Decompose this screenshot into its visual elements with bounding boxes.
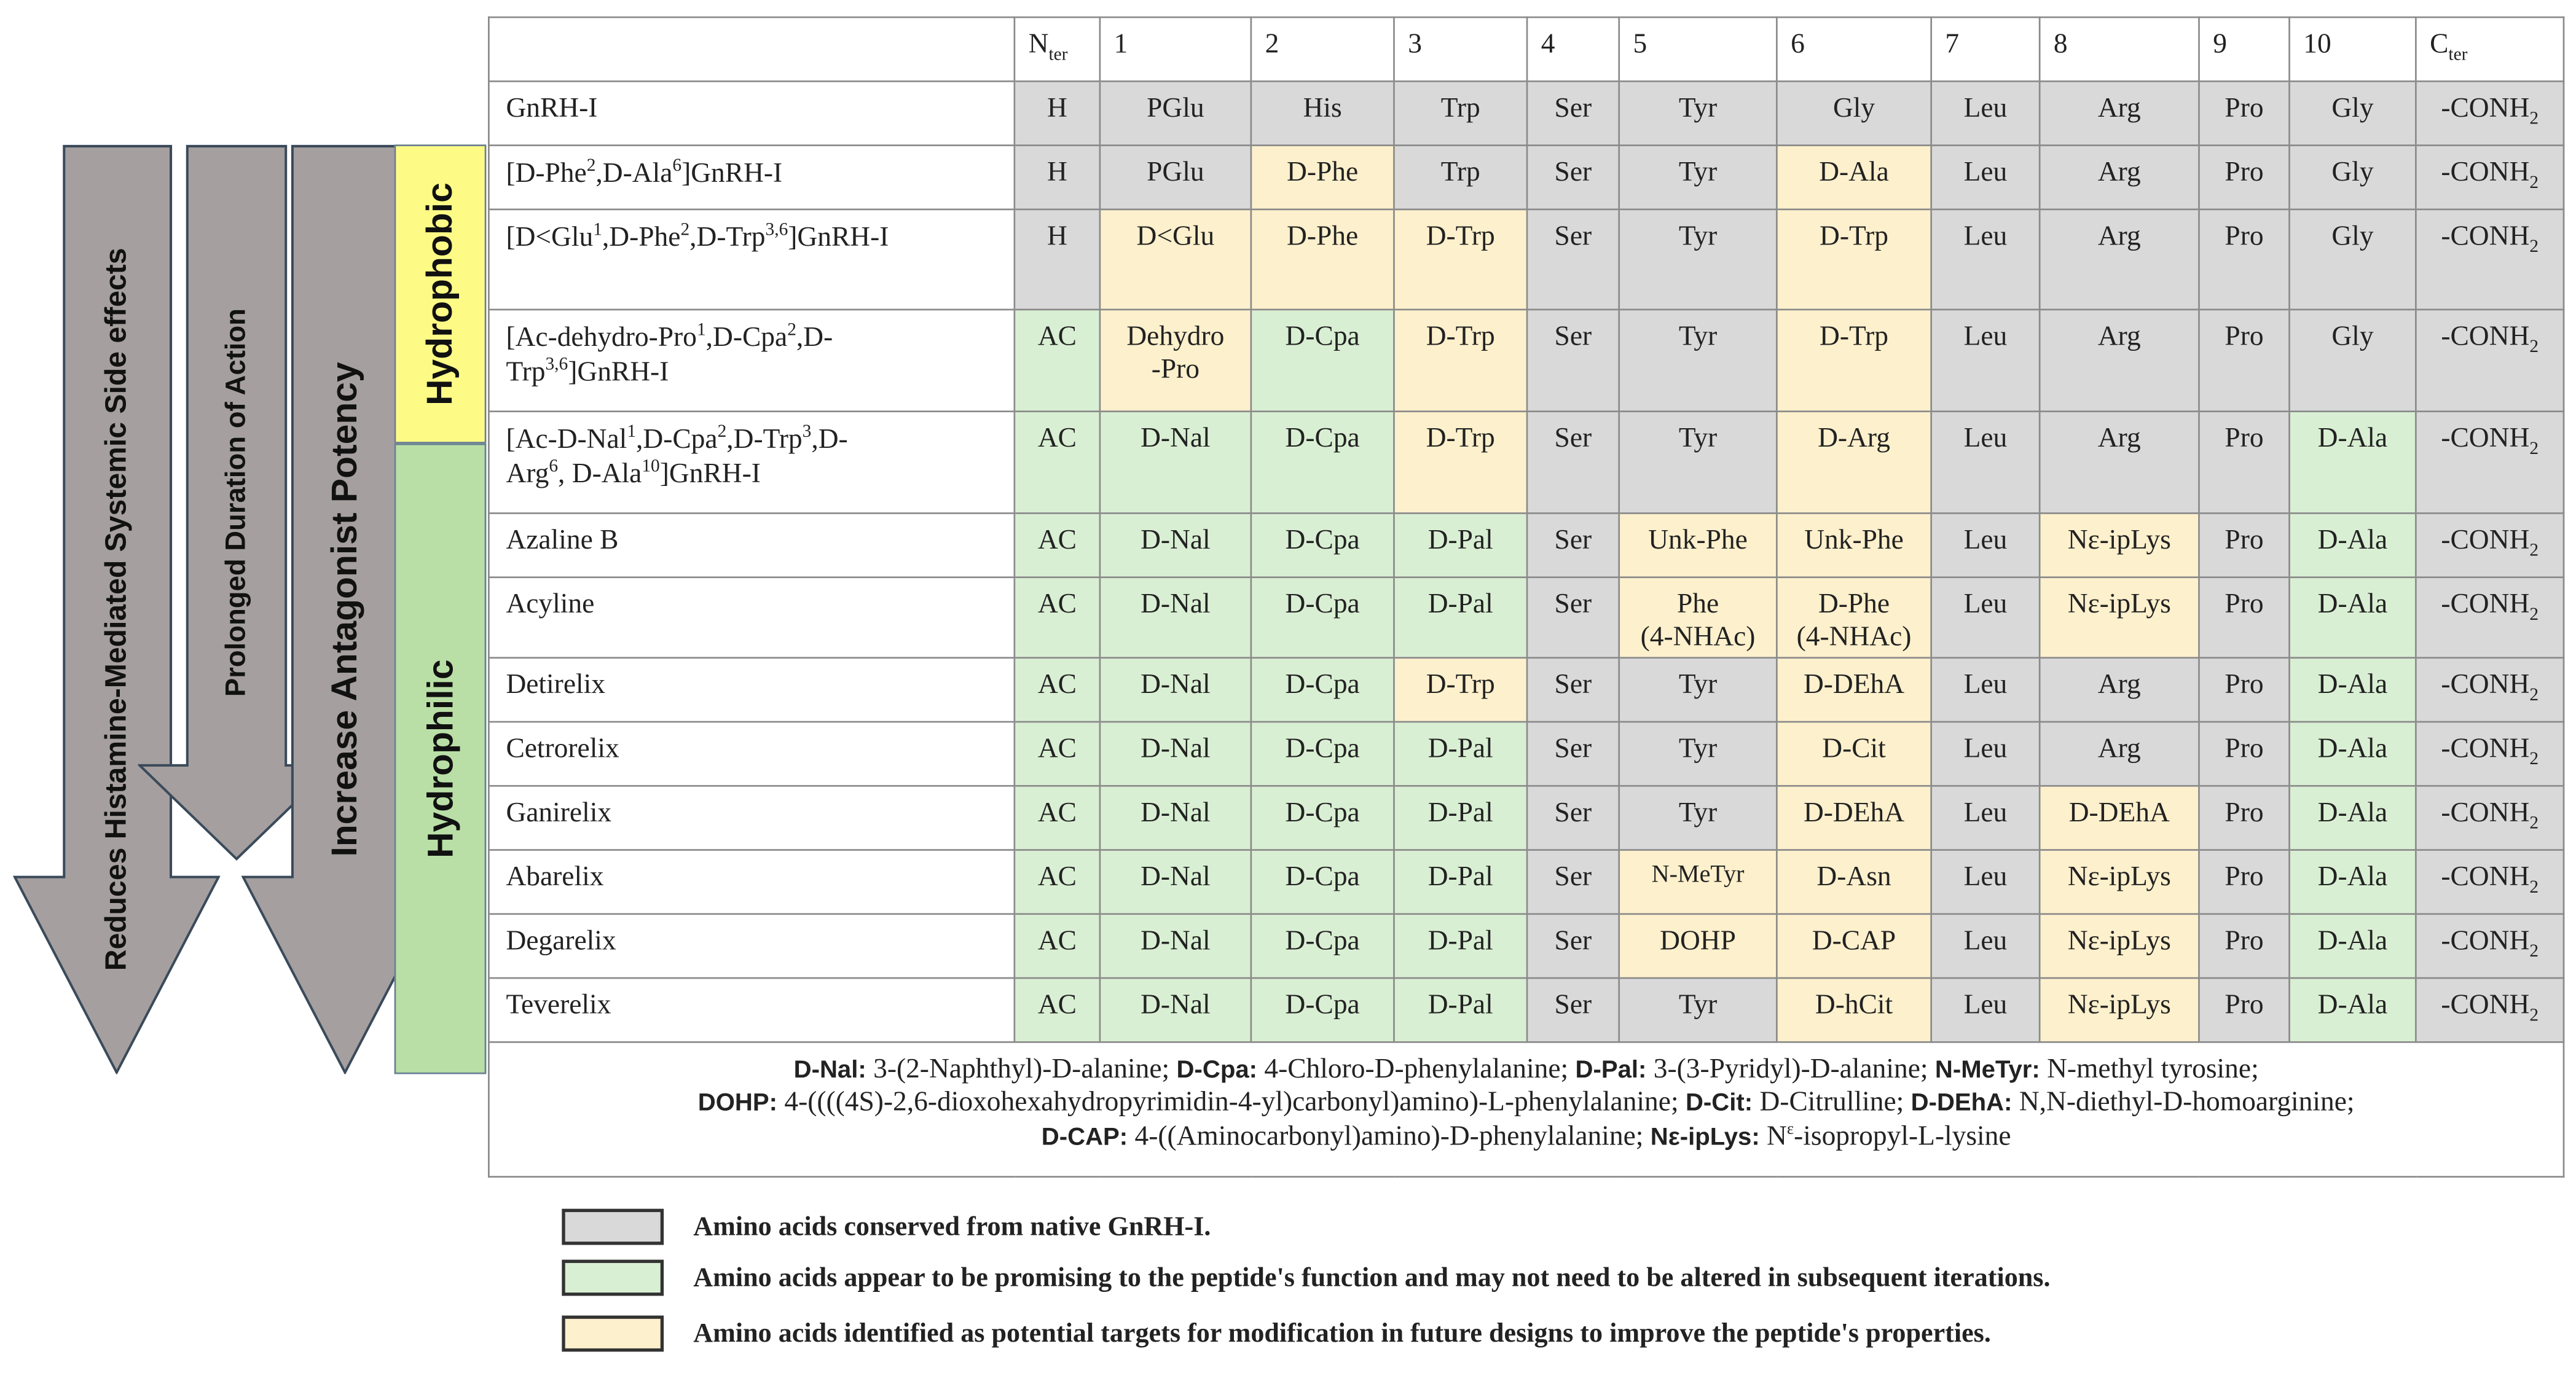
cell-8: Nε-ipLys — [2040, 914, 2199, 978]
legend-swatch — [562, 1315, 664, 1351]
cell-6: D-Arg — [1777, 412, 1931, 514]
cell-3: D-Pal — [1394, 577, 1527, 658]
cell-8: Arg — [2040, 722, 2199, 786]
cell-cter: $-CONH_2$ — [2416, 81, 2564, 145]
cell-9: Pro — [2199, 513, 2289, 577]
cell-cter: $-CONH_2$ — [2416, 722, 2564, 786]
cell-7: Leu — [1931, 786, 2040, 850]
header-pos-1: 1 — [1100, 17, 1251, 81]
table-row — [489, 412, 2564, 514]
cell-nter: H — [1015, 209, 1100, 310]
header-pos-4: 4 — [1527, 17, 1619, 81]
table-row — [489, 146, 2564, 209]
cell-cter: $-CONH_2$ — [2416, 209, 2564, 310]
cell-9: Pro — [2199, 81, 2289, 145]
header-blank — [489, 17, 1015, 81]
cell-8: Arg — [2040, 209, 2199, 310]
header-pos-2: 2 — [1251, 17, 1394, 81]
cell-10: D-Ala — [2290, 914, 2416, 978]
cell-cter: $-CONH_2$ — [2416, 658, 2564, 722]
cell-1: D-Nal — [1100, 786, 1251, 850]
cell-cter: $-CONH_2$ — [2416, 146, 2564, 209]
cell-9: Pro — [2199, 658, 2289, 722]
cell-9: Pro — [2199, 914, 2289, 978]
cell-8: D-DEhA — [2040, 786, 2199, 850]
cell-10: D-Ala — [2290, 513, 2416, 577]
cell-5: Tyr — [1619, 978, 1777, 1042]
cell-5: Tyr — [1619, 209, 1777, 310]
cell-3: D-Trp — [1394, 658, 1527, 722]
peptide-name: Degarelix — [489, 914, 1015, 978]
cell-9: Pro — [2199, 850, 2289, 914]
cell-nter: AC — [1015, 978, 1100, 1042]
cell-4: Ser — [1527, 146, 1619, 209]
hydrophobic-block — [395, 144, 487, 444]
peptide-table — [488, 17, 2564, 1178]
cell-2: D-Cpa — [1251, 513, 1394, 577]
cell-3: D-Pal — [1394, 722, 1527, 786]
cell-6: Gly — [1777, 81, 1931, 145]
cell-nter: AC — [1015, 722, 1100, 786]
cell-5: Tyr — [1619, 412, 1777, 514]
arrow-label: Reduces Histamine-Mediated Systemic Side effects — [99, 248, 133, 971]
cell-5: DOHP — [1619, 914, 1777, 978]
cell-nter: AC — [1015, 786, 1100, 850]
cell-2: D-Cpa — [1251, 310, 1394, 412]
cell-6: D-Ala — [1777, 146, 1931, 209]
cell-5: Tyr — [1619, 81, 1777, 145]
cell-10: Gly — [2290, 310, 2416, 412]
cell-1: PGlu — [1100, 146, 1251, 209]
abbreviation-definitions: D-Nal: 3-(2-Naphthyl)-D-alanine; D-Cpa: 4-Chloro-D-phenylalanine; D-Pal: 3-(3-Pyridyl)-D-alanine; N-MeTyr: N-methyl tyrosine; DOHP: 4-((((4S)-2,6-dioxohexahydropyrimidin-4-yl)carbonyl)amino)-L-phenylalanine; D-Cit: D-Citrulline; D-DEhA: N,N-diethyl-D-homoarginine; D-CAP: 4-((Aminocarbonyl)amino)-D-phenylalanine; Nε-ipLys: $N^\varepsilon-isopropyl-L$-lysine — [489, 1042, 2564, 1176]
cell-4: Ser — [1527, 786, 1619, 850]
cell-cter: $-CONH_2$ — [2416, 850, 2564, 914]
cell-3: D-Pal — [1394, 978, 1527, 1042]
cell-4: Ser — [1527, 722, 1619, 786]
cell-10: D-Ala — [2290, 786, 2416, 850]
cell-8: Nε-ipLys — [2040, 577, 2199, 658]
table-row — [489, 786, 2564, 850]
cell-2: D-Phe — [1251, 146, 1394, 209]
header-pos-3: 3 — [1394, 17, 1527, 81]
cell-nter: AC — [1015, 310, 1100, 412]
header-pos-8: 8 — [2040, 17, 2199, 81]
cell-2: D-Cpa — [1251, 850, 1394, 914]
cell-7: Leu — [1931, 978, 2040, 1042]
cell-6: D-Asn — [1777, 850, 1931, 914]
peptide-name: Ganirelix — [489, 786, 1015, 850]
cell-8: Arg — [2040, 310, 2199, 412]
cell-4: Ser — [1527, 914, 1619, 978]
cell-6: D-DEhA — [1777, 658, 1931, 722]
cell-1: D-Nal — [1100, 513, 1251, 577]
legend-swatch — [562, 1260, 664, 1296]
cell-10: D-Ala — [2290, 658, 2416, 722]
table-row — [489, 81, 2564, 145]
cell-2: D-Phe — [1251, 209, 1394, 310]
cell-3: D-Trp — [1394, 310, 1527, 412]
cell-8: Arg — [2040, 658, 2199, 722]
cell-2: D-Cpa — [1251, 914, 1394, 978]
definitions-row — [489, 1042, 2564, 1176]
cell-8: Arg — [2040, 146, 2199, 209]
cell-1: PGlu — [1100, 81, 1251, 145]
table-row — [489, 658, 2564, 722]
hydrophobic-label: Hydrophobic — [418, 182, 460, 405]
cell-3: Trp — [1394, 146, 1527, 209]
cell-nter: AC — [1015, 914, 1100, 978]
cell-cter: $-CONH_2$ — [2416, 786, 2564, 850]
peptide-name: Detirelix — [489, 658, 1015, 722]
cell-nter: AC — [1015, 577, 1100, 658]
cell-cter: $-CONH_2$ — [2416, 577, 2564, 658]
cell-8: Arg — [2040, 81, 2199, 145]
cell-8: Nε-ipLys — [2040, 850, 2199, 914]
hydrophilic-label: Hydrophilic — [418, 659, 460, 858]
cell-5: Tyr — [1619, 146, 1777, 209]
cell-9: Pro — [2199, 577, 2289, 658]
cell-2: D-Cpa — [1251, 722, 1394, 786]
legend-text: Amino acids appear to be promising to the peptide's function and may not need to be altered in subsequent iterations. — [693, 1261, 2051, 1293]
cell-nter: H — [1015, 81, 1100, 145]
cell-1: D-Nal — [1100, 658, 1251, 722]
cell-6: D-Trp — [1777, 209, 1931, 310]
header-pos-9: 9 — [2199, 17, 2289, 81]
cell-1: D-Nal — [1100, 850, 1251, 914]
cell-nter: AC — [1015, 513, 1100, 577]
cell-2: D-Cpa — [1251, 786, 1394, 850]
table-row — [489, 310, 2564, 412]
cell-cter: $-CONH_2$ — [2416, 412, 2564, 514]
cell-7: Leu — [1931, 577, 2040, 658]
cell-9: Pro — [2199, 146, 2289, 209]
cell-4: Ser — [1527, 310, 1619, 412]
cell-9: Pro — [2199, 722, 2289, 786]
cell-6: D-CAP — [1777, 914, 1931, 978]
cell-1: Dehydro -Pro — [1100, 310, 1251, 412]
cell-8: Arg — [2040, 412, 2199, 514]
table-row — [489, 513, 2564, 577]
cell-5: Tyr — [1619, 786, 1777, 850]
cell-7: Leu — [1931, 412, 2040, 514]
cell-9: Pro — [2199, 310, 2289, 412]
cell-cter: $-CONH_2$ — [2416, 978, 2564, 1042]
header-cter: $C_{ter}$ — [2416, 17, 2564, 81]
cell-2: His — [1251, 81, 1394, 145]
cell-10: D-Ala — [2290, 978, 2416, 1042]
cell-4: Ser — [1527, 209, 1619, 310]
cell-6: D-Cit — [1777, 722, 1931, 786]
header-pos-5: 5 — [1619, 17, 1777, 81]
cell-4: Ser — [1527, 81, 1619, 145]
peptide-name: Azaline B — [489, 513, 1015, 577]
cell-7: Leu — [1931, 81, 2040, 145]
cell-nter: H — [1015, 146, 1100, 209]
cell-5: Tyr — [1619, 310, 1777, 412]
table-row — [489, 209, 2564, 310]
cell-nter: AC — [1015, 658, 1100, 722]
cell-5: Phe (4-NHAc) — [1619, 577, 1777, 658]
cell-4: Ser — [1527, 513, 1619, 577]
cell-4: Ser — [1527, 658, 1619, 722]
table-row — [489, 722, 2564, 786]
cell-10: D-Ala — [2290, 850, 2416, 914]
peptide-name: [Ac-dehydro-Pro$^1$,D-Cpa$^2$,D- Trp$^{3,6}$]GnRH-I — [489, 310, 1015, 412]
header-pos-10: 10 — [2290, 17, 2416, 81]
header-nter: $N_{ter}$ — [1015, 17, 1100, 81]
cell-1: D-Nal — [1100, 412, 1251, 514]
cell-3: D-Trp — [1394, 412, 1527, 514]
cell-9: Pro — [2199, 209, 2289, 310]
peptide-name: [D<Glu$^1$,D-Phe$^2$,D-Trp$^{3,6}$]GnRH-I — [489, 209, 1015, 310]
arrow-label: Increase Antagonist Potency — [323, 362, 365, 857]
cell-3: D-Pal — [1394, 850, 1527, 914]
peptide-name: [Ac-D-Nal$^1$,D-Cpa$^2$,D-Trp$^3$,D- Arg$^6$, D-Ala$^{10}$]GnRH-I — [489, 412, 1015, 514]
cell-10: Gly — [2290, 146, 2416, 209]
cell-6: D-DEhA — [1777, 786, 1931, 850]
peptide-name: Abarelix — [489, 850, 1015, 914]
cell-3: D-Pal — [1394, 914, 1527, 978]
cell-7: Leu — [1931, 310, 2040, 412]
cell-2: D-Cpa — [1251, 412, 1394, 514]
cell-nter: AC — [1015, 850, 1100, 914]
cell-6: Unk-Phe — [1777, 513, 1931, 577]
cell-10: Gly — [2290, 209, 2416, 310]
cell-7: Leu — [1931, 850, 2040, 914]
legend-item-promising — [562, 1260, 2050, 1296]
cell-9: Pro — [2199, 412, 2289, 514]
cell-1: D-Nal — [1100, 914, 1251, 978]
cell-10: Gly — [2290, 81, 2416, 145]
cell-6: D-Trp — [1777, 310, 1931, 412]
cell-4: Ser — [1527, 978, 1619, 1042]
cell-3: D-Pal — [1394, 786, 1527, 850]
cell-4: Ser — [1527, 850, 1619, 914]
peptide-name: GnRH-I — [489, 81, 1015, 145]
header-row — [489, 17, 2564, 81]
cell-nter: AC — [1015, 412, 1100, 514]
cell-7: Leu — [1931, 209, 2040, 310]
cell-2: D-Cpa — [1251, 658, 1394, 722]
cell-cter: $-CONH_2$ — [2416, 513, 2564, 577]
cell-5: Tyr — [1619, 658, 1777, 722]
table-row — [489, 577, 2564, 658]
cell-10: D-Ala — [2290, 412, 2416, 514]
cell-5: Tyr — [1619, 722, 1777, 786]
header-pos-7: 7 — [1931, 17, 2040, 81]
table-row — [489, 914, 2564, 978]
cell-8: Nε-ipLys — [2040, 978, 2199, 1042]
cell-1: D-Nal — [1100, 722, 1251, 786]
peptide-name: Acyline — [489, 577, 1015, 658]
cell-1: D<Glu — [1100, 209, 1251, 310]
cell-8: Nε-ipLys — [2040, 513, 2199, 577]
cell-2: D-Cpa — [1251, 978, 1394, 1042]
cell-5: N-MeTyr — [1619, 850, 1777, 914]
peptide-name: [D-Phe$^2$,D-Ala$^6$]GnRH-I — [489, 146, 1015, 209]
cell-1: D-Nal — [1100, 577, 1251, 658]
cell-3: D-Pal — [1394, 513, 1527, 577]
cell-4: Ser — [1527, 412, 1619, 514]
cell-1: D-Nal — [1100, 978, 1251, 1042]
legend-swatch — [562, 1209, 664, 1245]
cell-3: Trp — [1394, 81, 1527, 145]
table-row — [489, 850, 2564, 914]
header-pos-6: 6 — [1777, 17, 1931, 81]
cell-cter: $-CONH_2$ — [2416, 914, 2564, 978]
legend-item-conserved — [562, 1209, 1211, 1245]
cell-4: Ser — [1527, 577, 1619, 658]
table-row — [489, 978, 2564, 1042]
cell-7: Leu — [1931, 658, 2040, 722]
cell-9: Pro — [2199, 786, 2289, 850]
peptide-name: Cetrorelix — [489, 722, 1015, 786]
cell-7: Leu — [1931, 146, 2040, 209]
cell-6: D-Phe (4-NHAc) — [1777, 577, 1931, 658]
cell-3: D-Trp — [1394, 209, 1527, 310]
cell-6: D-hCit — [1777, 978, 1931, 1042]
legend-item-target — [562, 1315, 1991, 1351]
cell-10: D-Ala — [2290, 722, 2416, 786]
hydrophilic-block — [395, 444, 487, 1074]
arrow-label: Prolonged Duration of Action — [220, 308, 252, 697]
cell-7: Leu — [1931, 513, 2040, 577]
legend-text: Amino acids identified as potential targets for modification in future designs to improve the peptide's properties. — [693, 1317, 1991, 1348]
cell-2: D-Cpa — [1251, 577, 1394, 658]
cell-10: D-Ala — [2290, 577, 2416, 658]
cell-7: Leu — [1931, 914, 2040, 978]
cell-7: Leu — [1931, 722, 2040, 786]
cell-cter: $-CONH_2$ — [2416, 310, 2564, 412]
peptide-name: Teverelix — [489, 978, 1015, 1042]
cell-9: Pro — [2199, 978, 2289, 1042]
legend-text: Amino acids conserved from native GnRH-I. — [693, 1210, 1211, 1242]
cell-5: Unk-Phe — [1619, 513, 1777, 577]
